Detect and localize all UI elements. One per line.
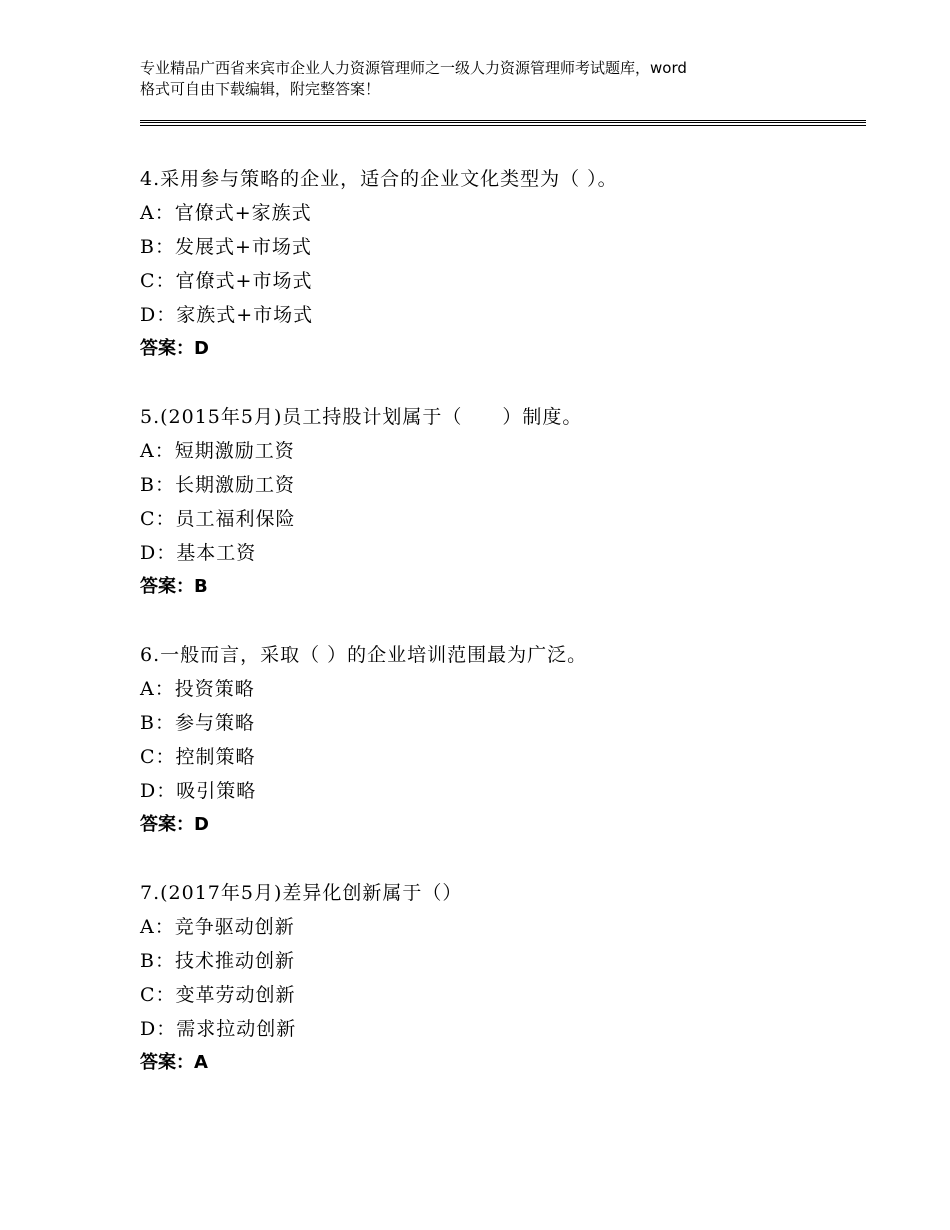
question-stem: 6.一般而言，采取（ ）的企业培训范围最为广泛。 [140,644,588,666]
question-stem: 7.(2017年5月)差异化创新属于（） [140,882,463,904]
document-header [140,58,840,100]
option-a: A：官僚式+家族式 [140,202,312,224]
option-c: C：变革劳动创新 [140,984,296,1006]
option-b: B：长期激励工资 [140,474,295,496]
option-d: D：基本工资 [140,542,257,564]
option-a: A：投资策略 [140,678,255,700]
option-d: D：需求拉动创新 [140,1018,297,1040]
question-list [140,162,860,1114]
option-a: A：竞争驱动创新 [140,916,295,938]
header-line-2: 格式可自由下载编辑，附完整答案！ [140,80,381,98]
option-d: D：家族式+市场式 [140,304,314,326]
answer-text: 答案：B [140,576,208,597]
header-divider [140,120,866,126]
answer-text: 答案：A [140,1052,208,1073]
question-7 [140,876,860,1080]
option-b: B：技术推动创新 [140,950,295,972]
question-4 [140,162,860,366]
option-d: D：吸引策略 [140,780,257,802]
option-c: C：官僚式+市场式 [140,270,313,292]
option-c: C：控制策略 [140,746,256,768]
answer-text: 答案：D [140,338,209,359]
option-b: B：发展式+市场式 [140,236,312,258]
option-b: B：参与策略 [140,712,255,734]
question-5 [140,400,860,604]
option-a: A：短期激励工资 [140,440,295,462]
question-stem: 5.(2015年5月)员工持股计划属于（ ）制度。 [140,406,583,428]
question-stem: 4.采用参与策略的企业，适合的企业文化类型为（ ）。 [140,168,618,190]
option-c: C：员工福利保险 [140,508,296,530]
answer-text: 答案：D [140,814,209,835]
header-line-1: 专业精品广西省来宾市企业人力资源管理师之一级人力资源管理师考试题库，word [140,59,687,77]
question-6 [140,638,860,842]
